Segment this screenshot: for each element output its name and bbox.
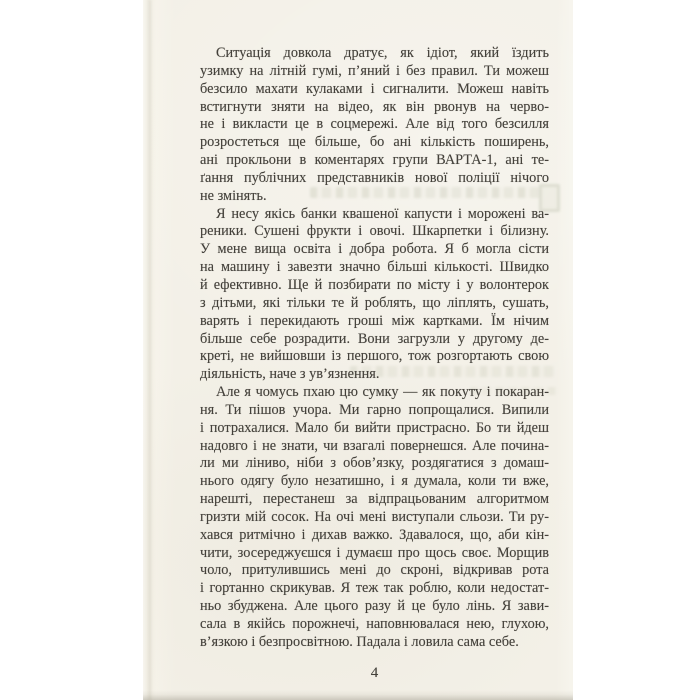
text-line: не змінять. [200,187,267,204]
text-line: безсило махати кулаками і сигналити. Можеш навіть [200,80,549,97]
text-line: узимку на літній гумі, п’яний і без правил. Ти можеш [200,62,549,79]
text-line: ані прокльони в коментарях групи ВАРТА-1, ані те- [200,152,549,169]
text-line: сала в якійсь порожнечі, наповнювалася нею, глухою, [200,616,549,632]
text-line: діяльність, наче з ув’язнення. [200,366,380,383]
text-line: хався ритмічно і дихав важко. Здавалося, що, аби кін- [200,526,549,543]
text-line: і гортанно скрикував. Я теж так роблю, коли недостат- [200,580,549,597]
text-line: ня. Ти пішов учора. Ми гарно попрощалися. Випили [200,401,549,418]
text-line: надовго і не знати, чи взагалі повернешся. Але почина- [200,437,549,454]
text-line: Я несу якісь банки квашеної капусти і морожені ва- [216,205,549,222]
text-line: нарешті, перестанеш за відпрацьованим алгоритмом [200,491,549,508]
text-line: і потрахалися. Мало би вийти пристрасно. Бо ти йдеш [200,419,549,436]
text-line: не і викласти це в соцмережі. Але від того безсилля [200,116,549,133]
text-line: в’язкою і безпросвітною. Падала і ловила сама себе. [200,633,519,650]
paragraph [200,384,549,652]
text-line: креті, не вийшовши із першого, тож розгортають свою [200,348,549,365]
scanned-book-page [143,0,573,700]
text-line: на машину і завезти значно більші кількості. Швидко [200,259,549,276]
text-line: Але я чомусь пхаю цю сумку — як покуту і покаран- [216,384,549,401]
text-line: ґання публічних представників нової поліції нічого [200,169,549,186]
text-line: реники. Сушені фрукти і овочі. Шкарпетки і білизну. [200,223,549,240]
text-line: розростеться ще більше, бо ані кількість поширень, [200,134,549,151]
text-line: чоло, притулившись мені до скроні, відкривав рота [200,562,549,579]
text-line: ньо збуджена. Але цього разу й це було лінь. Я зави- [200,598,549,615]
text-line: чити, зосереджуєшся і думаєш про щось своє. Морщив [200,544,549,561]
text-line: гризти мій сосок. На очі мені виступали сльози. Ти ру- [200,508,549,525]
text-line: Ситуація довкола дратує, як ідіот, який їздить [216,45,549,61]
text-line: ли ми ліниво, ніби з обов’язку, роздягатися з домаш- [200,455,549,472]
paragraph [200,206,549,384]
text-line: з дітьми, які тільки те й роблять, що ліплять, сушать, [200,294,549,311]
text-line: У мене вища освіта і добра робота. Я б могла сісти [200,241,549,258]
text-line: встигнути зняти на відео, як він рвонув на черво- [200,98,549,115]
text-line: нього одягу було незатишно, і я думала, коли ти вже, [200,473,549,490]
page-text [200,45,549,652]
text-line: варять і перекидають гроші між картками. Їм нічим [200,312,549,329]
text-line: й ефективно. Ще й позбирати по місту і у волонтерок [200,276,549,293]
paragraph [200,45,549,206]
text-line: більше себе розрадити. Вони загрузли у другому де- [200,330,549,347]
page-number: 4 [370,665,379,681]
